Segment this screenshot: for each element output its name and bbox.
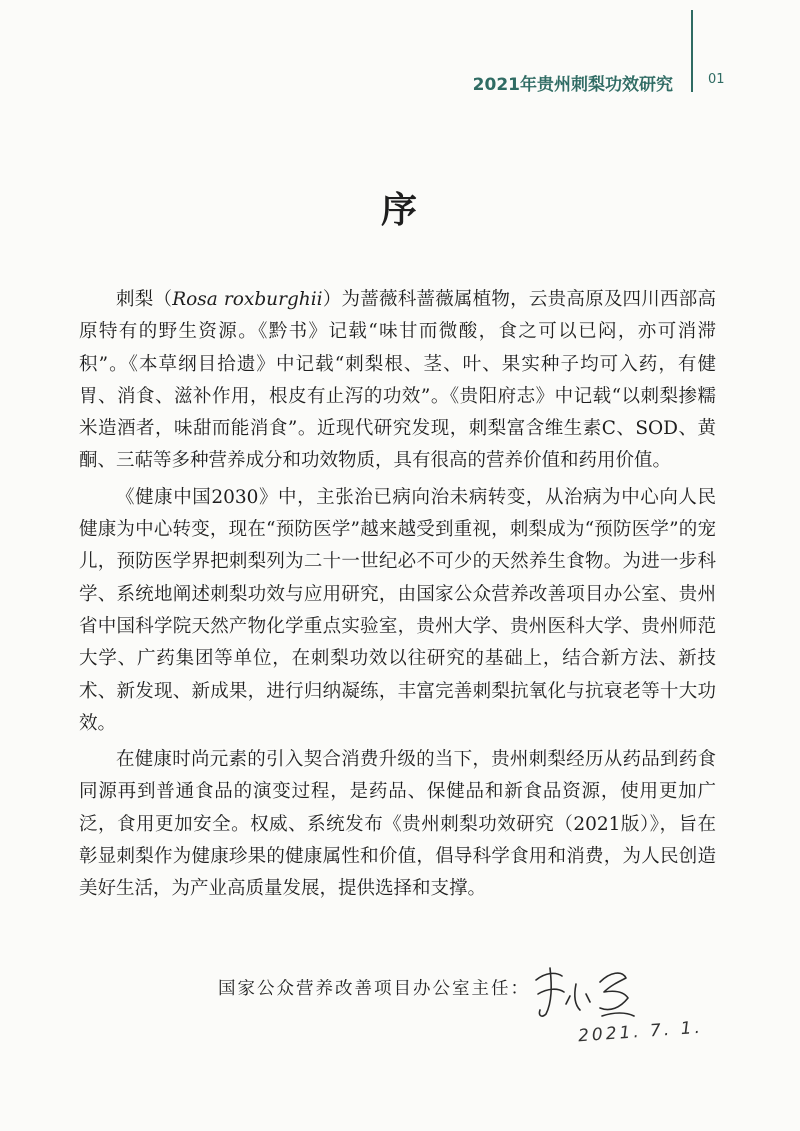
paragraph-2: 《健康中国2030》中，主张治已病向治未病转变，从治病为中心向人民健康为中心转变，现在“预防医学”越来越受到重视，刺梨成为“预防医学”的宠儿，预防医学界把刺梨列为二十一世纪必不可少的天然养生食物。为进一步科学、系统地阐述刺梨功效与应用研究，由国家公众营养改善项目办公室、贵州省中国科学院天然产物化学重点实验室，贵州大学、贵州医科大学、贵州师范大学、广药集团等单位，在刺梨功效以往研究的基础上，结合新方法、新技术、新发现、新成果，进行归纳凝练，丰富完善刺梨抗氧化与抗衰老等十大功效。	[79, 486, 716, 734]
page-number: 01	[708, 72, 725, 87]
preface-title: 序	[380, 189, 419, 231]
signoff-label: 国家公众营养改善项目办公室主任：	[218, 979, 530, 999]
handwritten-signature	[530, 958, 640, 1028]
running-header	[472, 60, 778, 96]
preface-body	[79, 284, 716, 910]
paragraph-1-text: ）为蔷薇科蔷薇属植物，云贵高原及四川西部高原特有的野生资源。《黔书》记载“味甘而微酸，食之可以已闷，亦可消滞积”。《本草纲目拾遗》中记载“刺梨根、茎、叶、果实种子均可入药，有健胃、消食、滋补作用，根皮有止泻的功效”。《贵阳府志》中记载“以刺梨掺糯米造酒者，味甜而能消食”。近现代研究发现，刺梨富含维生素C、SOD、黄酮、三萜等多种营养成分和功效物质，具有很高的营养价值和药用价值。	[79, 289, 716, 472]
signoff-date: 2021. 7. 1.	[577, 1017, 704, 1047]
latin-name: Rosa roxburghii	[172, 289, 323, 310]
header-title: 2021年贵州刺梨功效研究	[472, 75, 673, 95]
paragraph-1-intro: 刺梨（	[116, 289, 173, 310]
paragraph-3: 在健康时尚元素的引入契合消费升级的当下，贵州刺梨经历从药品到药食同源再到普通食品的演变过程，是药品、保健品和新食品资源，使用更加广泛，食用更加安全。权威、系统发布《贵州刺梨功效研究（2021版）》，旨在彰显刺梨作为健康珍果的健康属性和价值，倡导科学食用和消费，为人民创造美好生活，为产业高质量发展，提供选择和支撑。	[79, 749, 716, 900]
paragraph-1	[79, 284, 716, 478]
header-divider	[691, 10, 693, 92]
